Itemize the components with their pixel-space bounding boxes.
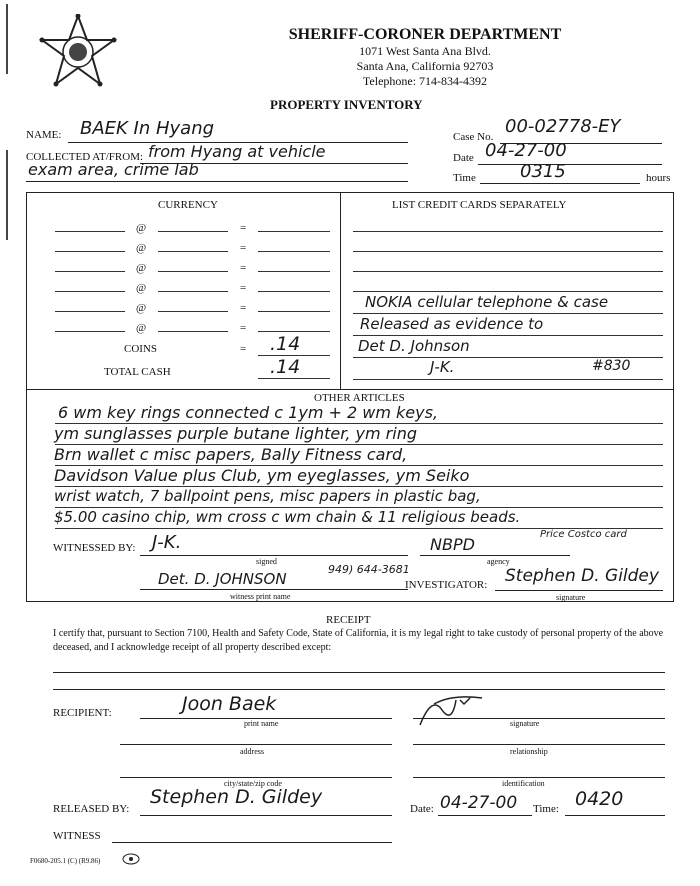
city-state-zip-caption: city/state/zip code [224, 779, 282, 788]
article-line-2: ym sunglasses purple butane lighter, ym ring [54, 424, 417, 443]
released-by-label: RELEASED BY: [53, 803, 130, 815]
released-by-signature: Stephen D. Gildey [150, 786, 323, 808]
agency-value: NBPD [430, 535, 475, 554]
form-title: PROPERTY INVENTORY [270, 97, 423, 112]
address-line-1: 1071 West Santa Ana Blvd. [359, 44, 491, 58]
collected-value-2: exam area, crime lab [28, 160, 199, 179]
sheriff-star-logo [38, 14, 118, 92]
identification-caption: identification [502, 779, 545, 788]
receipt-heading: RECEIPT [326, 614, 371, 626]
credit-card-line-1: NOKIA cellular telephone & case [365, 293, 609, 311]
equals-symbol: = [240, 302, 247, 314]
witness-signature: J-K. [152, 532, 182, 553]
address-line-2: Santa Ana, California 92703 [356, 59, 494, 73]
case-label: Case No. [453, 131, 494, 143]
other-articles-heading: OTHER ARTICLES [314, 392, 405, 404]
coins-label: COINS [124, 343, 158, 355]
article-line-6: $5.00 casino chip, wm cross c wm chain & 11 religious beads. [54, 508, 521, 526]
at-symbol: @ [136, 322, 147, 334]
recipient-signature [412, 690, 502, 730]
equals-symbol: = [240, 222, 247, 234]
credit-card-line-3: Det D. Johnson [358, 337, 470, 355]
release-time-value: 0420 [575, 788, 624, 810]
currency-heading: CURRENCY [158, 199, 218, 211]
signed-caption: signed [256, 557, 277, 566]
binding-mark-bottom [6, 150, 8, 240]
relationship-caption: relationship [510, 747, 548, 756]
date-value: 04-27-00 [485, 140, 567, 161]
at-symbol: @ [136, 282, 147, 294]
form-code: F0680-205.1 (C) (R9.86) [30, 857, 101, 865]
equals-symbol: = [240, 262, 247, 274]
department-title: SHERIFF-CORONER DEPARTMENT [288, 26, 562, 43]
date-label: Date [453, 152, 474, 164]
agency-caption: agency [487, 557, 510, 566]
recipient-label: RECIPIENT: [53, 707, 112, 719]
credit-cards-heading: LIST CREDIT CARDS SEPARATELY [392, 199, 567, 211]
binding-mark-top [6, 4, 8, 74]
witness-label: WITNESS [53, 830, 101, 842]
credit-card-badge: #830 [592, 358, 631, 374]
time-value: 0315 [520, 161, 566, 182]
price-costco-note: Price Costco card [540, 529, 627, 540]
name-label: NAME: [26, 129, 62, 141]
at-symbol: @ [136, 262, 147, 274]
credit-card-line-2: Released as evidence to [360, 315, 544, 333]
equals-symbol: = [240, 242, 247, 254]
total-cash-label: TOTAL CASH [104, 366, 171, 378]
case-value: 00-02778-EY [505, 116, 621, 137]
hours-label: hours [646, 172, 671, 184]
witness-phone: 949) 644-3681 [328, 563, 410, 576]
recipient-name: Joon Baek [182, 693, 277, 715]
coins-value: .14 [270, 333, 301, 355]
receipt-text: I certify that, pursuant to Section 7100, Health and Safety Code, State of California, it is my legal right to take custody of personal property of the above deceased, and I acknowledge receipt of all property described except: [53, 628, 664, 653]
at-symbol: @ [136, 302, 147, 314]
recipient-signature-caption: signature [510, 719, 540, 728]
total-cash-value: .14 [270, 356, 301, 378]
equals-symbol: = [240, 322, 247, 334]
coins-equals: = [240, 343, 247, 355]
at-symbol: @ [136, 222, 147, 234]
witnessed-by-label: WITNESSED BY: [53, 542, 136, 554]
investigator-signature-caption: signature [556, 593, 586, 602]
print-name-caption: print name [244, 719, 279, 728]
union-bug-icon [122, 853, 140, 865]
at-symbol: @ [136, 242, 147, 254]
article-line-3: Brn wallet c misc papers, Bally Fitness card, [54, 445, 408, 464]
address-caption: address [240, 747, 264, 756]
release-date-label: Date: [410, 803, 434, 815]
release-date-value: 04-27-00 [440, 793, 518, 813]
telephone: Telephone: 714-834-4392 [362, 74, 488, 88]
witness-print-name: Det. D. JOHNSON [158, 570, 287, 588]
equals-symbol: = [240, 282, 247, 294]
investigator-label: INVESTIGATOR: [405, 579, 488, 591]
witness-print-caption: witness print name [230, 592, 291, 601]
time-label: Time [453, 172, 476, 184]
credit-card-initials: J-K. [430, 358, 455, 376]
article-line-4: Davidson Value plus Club, ym eyeglasses, ym Seiko [54, 466, 470, 485]
article-line-5: wrist watch, 7 ballpoint pens, misc papers in plastic bag, [54, 487, 481, 505]
release-time-label: Time: [533, 803, 559, 815]
name-value: BAEK In Hyang [80, 118, 215, 139]
article-line-1: 6 wm key rings connected c 1ym + 2 wm keys, [58, 403, 439, 422]
collected-value-1: from Hyang at vehicle [148, 142, 326, 161]
investigator-signature: Stephen D. Gildey [505, 566, 659, 586]
collected-label: COLLECTED AT/FROM: [26, 151, 144, 163]
